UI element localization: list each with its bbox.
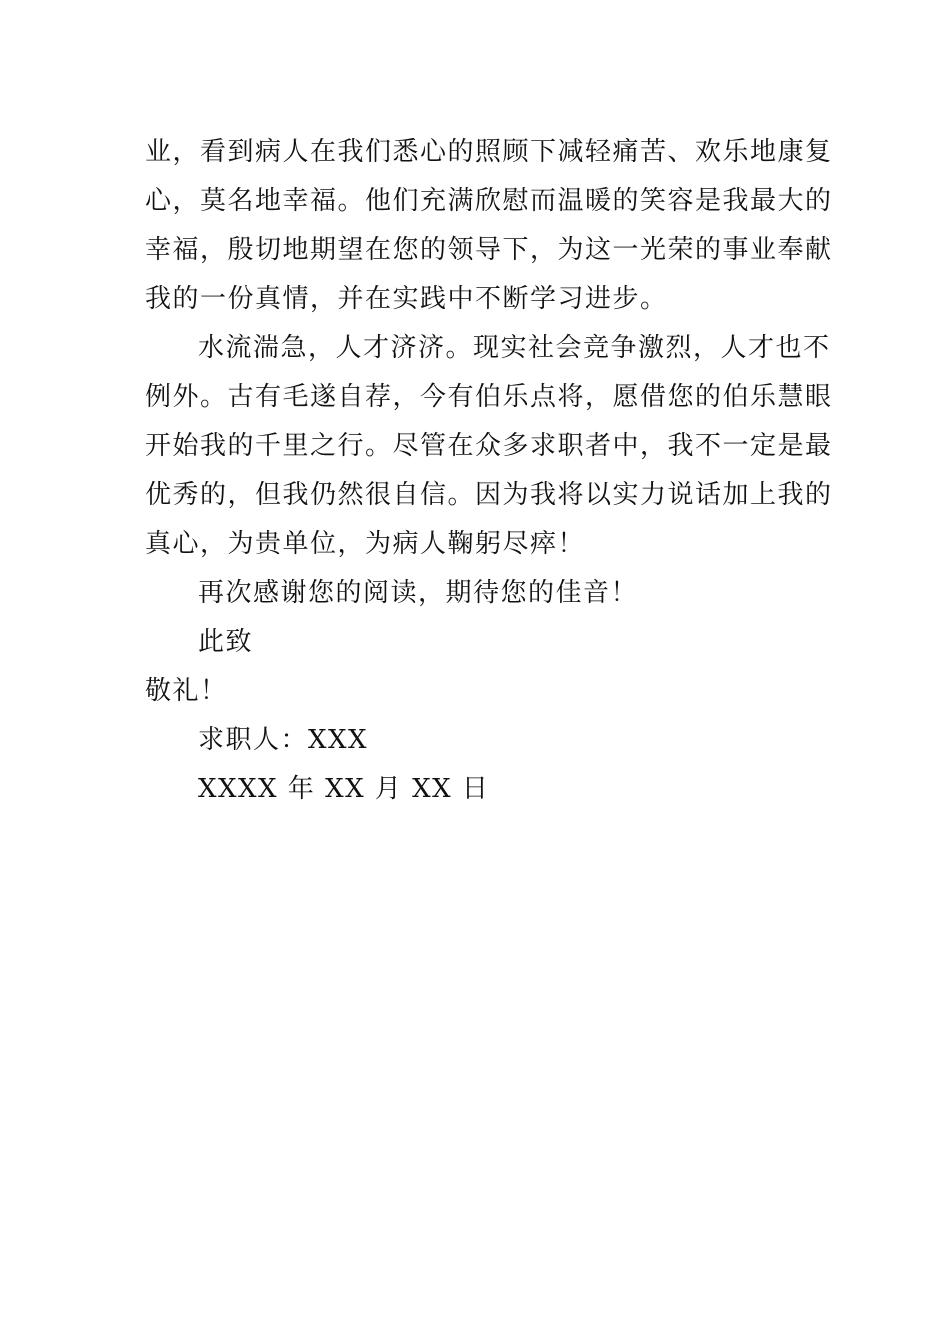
text-line: 例外。古有毛遂自荐，今有伯乐点将，愿借您的伯乐慧眼 bbox=[145, 382, 833, 412]
paragraph-commitment bbox=[145, 128, 833, 324]
text-line: 业，看到病人在我们悉心的照顾下减轻痛苦、欢乐地康复 bbox=[145, 137, 833, 167]
text-line: 水流湍急，人才济济。现实社会竞争激烈，人才也不 bbox=[198, 333, 831, 363]
letter-body bbox=[145, 128, 833, 814]
text-line: 开始我的千里之行。尽管在众多求职者中，我不一定是最 bbox=[145, 431, 833, 461]
text-line: 幸福，殷切地期望在您的领导下，为这一光荣的事业奉献 bbox=[145, 235, 833, 265]
closing-regards: 敬礼！ bbox=[145, 676, 228, 706]
signature-line: 求职人：XXX bbox=[198, 725, 369, 755]
text-line: 优秀的，但我仍然很自信。因为我将以实力说话加上我的 bbox=[145, 480, 833, 510]
paragraph-self-recommendation bbox=[145, 324, 833, 569]
text-line: 心，莫名地幸福。他们充满欣慰而温暖的笑容是我最大的 bbox=[145, 186, 833, 216]
text-line: 真心，为贵单位，为病人鞠躬尽瘁！ bbox=[145, 529, 586, 559]
thanks-line: 再次感谢您的阅读，期待您的佳音！ bbox=[198, 578, 639, 608]
date-line: XXXX 年 XX 月 XX 日 bbox=[198, 774, 490, 804]
closing-salutation: 此致 bbox=[198, 627, 254, 657]
text-line: 我的一份真情，并在实践中不断学习进步。 bbox=[145, 284, 668, 314]
